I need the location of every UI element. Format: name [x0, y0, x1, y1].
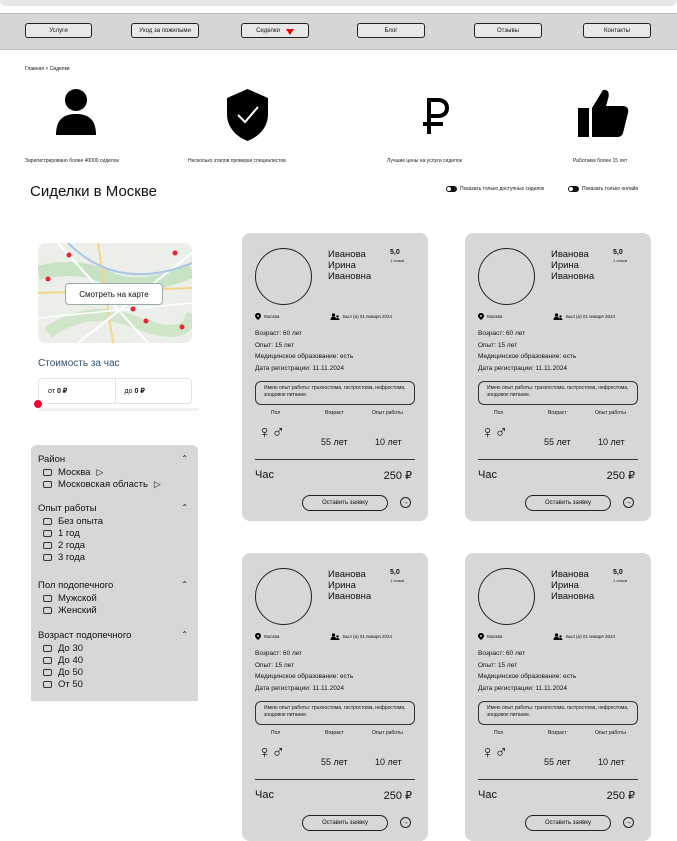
location-label: Москва — [264, 634, 280, 639]
hour-label: Час — [478, 469, 497, 481]
caregiver-name[interactable] — [551, 569, 594, 602]
price-from-value: 0 ₽ — [56, 388, 68, 395]
caregiver-name[interactable] — [551, 249, 594, 282]
caregiver-surname: Иванова — [551, 249, 589, 260]
info-education: Медицинское образование: есть — [478, 673, 577, 680]
filter-option-label: Мужской — [58, 592, 97, 604]
filter-ward-gender-title: Пол подопечного — [38, 580, 114, 591]
toggle-available-label: Показать только доступных сиделок — [460, 186, 545, 192]
checkbox[interactable] — [43, 518, 52, 525]
info-experience: Опыт: 15 лет — [478, 661, 518, 669]
price-to-label: до — [124, 387, 133, 395]
location-pin-icon — [255, 633, 261, 640]
caregiver-first-name: Ирина — [551, 260, 579, 271]
caregiver-name[interactable] — [328, 249, 371, 282]
last-seen — [553, 313, 615, 320]
caregiver-info — [478, 648, 576, 694]
filter-ward-age-header[interactable] — [38, 630, 188, 642]
location — [255, 313, 279, 320]
divider — [255, 779, 415, 780]
filter-district-header[interactable] — [38, 454, 188, 466]
filter-option[interactable] — [43, 654, 188, 666]
info-age: Возраст: 60 лет — [478, 650, 526, 657]
col-experience: Опыт работы — [372, 410, 403, 416]
info-education: Медицинское образование: есть — [255, 673, 354, 680]
location-label: Москва — [487, 314, 503, 319]
caregiver-surname: Иванова — [328, 569, 366, 580]
filter-option-label: 1 год — [58, 527, 80, 539]
shield-check-icon — [226, 88, 269, 142]
view-on-map-button[interactable]: Смотреть на карте — [65, 283, 163, 305]
ruble-icon — [422, 95, 452, 137]
filter-option-label: Москва — [58, 466, 91, 478]
filter-option-label: Московская область — [58, 478, 148, 490]
nav-caregivers[interactable] — [241, 23, 309, 38]
nav-contacts[interactable] — [583, 23, 651, 38]
info-experience: Опыт: 15 лет — [255, 341, 295, 349]
arrow-right-circle-icon[interactable]: → — [402, 819, 409, 826]
checkbox[interactable] — [43, 530, 52, 537]
filter-option-label: До 50 — [58, 666, 84, 678]
checkbox[interactable] — [43, 645, 52, 652]
filter-option[interactable] — [43, 678, 188, 690]
location — [478, 633, 502, 640]
slider-track[interactable] — [38, 408, 198, 411]
col-age: Возраст — [325, 730, 344, 736]
caregiver-card[interactable] — [242, 233, 428, 521]
checkbox[interactable] — [43, 554, 52, 561]
filter-option-label: До 40 — [58, 654, 84, 666]
info-registration: Дата регистрации: 11.11.2024 — [478, 364, 568, 372]
price-filter-title: Стоимость за час — [38, 358, 120, 369]
arrow-right-icon[interactable]: ▷ — [153, 478, 161, 489]
reviews-count[interactable]: 1 отзыв — [613, 258, 628, 263]
nav-reviews-label: Отзывы — [497, 27, 519, 34]
info-registration: Дата регистрации: 11.11.2024 — [255, 684, 345, 692]
reviews-count[interactable]: 1 отзыв — [613, 578, 628, 583]
location-pin-icon — [255, 313, 261, 320]
price-slider[interactable] — [34, 399, 198, 413]
filter-option[interactable] — [43, 515, 188, 527]
rating-value: 5,0 — [390, 569, 400, 576]
gender-icons: ♀♂ — [258, 422, 285, 442]
age-value: 55 лет — [544, 757, 571, 767]
location-pin-icon — [478, 633, 484, 640]
info-experience: Опыт: 15 лет — [255, 661, 295, 669]
toggle-available-only[interactable] — [446, 186, 544, 192]
avatar[interactable] — [478, 568, 535, 625]
col-age: Возраст — [548, 730, 567, 736]
caregiver-first-name: Ирина — [328, 260, 356, 271]
rating-value: 5,0 — [613, 249, 623, 256]
last-seen-label: Был (а) 01 января 2024 — [343, 634, 392, 639]
checkbox[interactable] — [43, 607, 52, 614]
info-education: Медицинское образование: есть — [478, 353, 577, 360]
feature-caption-checks: Несколько этапов проверки специалистов — [188, 158, 286, 164]
nav-services[interactable] — [25, 23, 92, 38]
top-nav — [0, 13, 677, 50]
avatar[interactable] — [478, 248, 535, 305]
filter-option[interactable] — [43, 592, 188, 604]
chevron-up-icon[interactable]: ⌃ — [181, 580, 188, 589]
caregiver-info — [478, 328, 576, 374]
feature-caption-prices: Лучшие цены на услуги сиделок — [387, 158, 462, 164]
last-seen — [330, 313, 392, 320]
checkbox[interactable] — [43, 657, 52, 664]
filter-experience-header[interactable] — [38, 503, 188, 515]
hour-label: Час — [255, 469, 274, 481]
nav-elderly-care[interactable] — [131, 23, 199, 38]
filter-option-label: Женский — [58, 604, 97, 616]
age-value: 55 лет — [321, 437, 348, 447]
breadcrumb[interactable]: Главная > Сиделки — [25, 66, 70, 72]
filter-ward-age — [38, 630, 188, 690]
filter-option-label: От 50 — [58, 678, 83, 690]
caregiver-card[interactable] — [465, 553, 651, 841]
nav-caregivers-label: Сиделки — [256, 27, 280, 34]
apply-button[interactable]: Оставить заявку — [525, 815, 611, 831]
location-label: Москва — [264, 314, 280, 319]
caregiver-patronymic: Ивановна — [551, 591, 595, 602]
last-seen — [330, 633, 392, 640]
arrow-right-circle-icon[interactable]: → — [402, 499, 409, 506]
col-experience: Опыт работы — [372, 730, 403, 736]
caregiver-name[interactable] — [328, 569, 371, 602]
apply-button[interactable]: Оставить заявку — [302, 495, 388, 511]
col-gender: Пол — [271, 410, 281, 416]
hour-price: 250 ₽ — [383, 470, 412, 482]
toggle-online-only[interactable] — [568, 186, 638, 192]
col-age: Возраст — [548, 410, 567, 416]
filter-option[interactable] — [43, 666, 188, 678]
nav-reviews[interactable] — [474, 23, 542, 38]
col-gender: Пол — [494, 730, 504, 736]
hour-label: Час — [478, 789, 497, 801]
person-icon — [54, 88, 98, 136]
filter-option[interactable] — [43, 466, 188, 478]
info-age: Возраст: 60 лет — [478, 330, 526, 337]
filter-option[interactable] — [43, 551, 188, 563]
location — [478, 313, 502, 320]
filter-ward-age-title: Возраст подопечного — [38, 630, 132, 641]
experience-value: 10 лет — [598, 437, 625, 447]
toggle-switch[interactable] — [568, 186, 579, 192]
last-seen-label: Был (а) 01 января 2024 — [343, 314, 392, 319]
info-registration: Дата регистрации: 11.11.2024 — [255, 364, 345, 372]
location-pin-icon — [478, 313, 484, 320]
info-age: Возраст: 60 лет — [255, 330, 303, 337]
hour-price: 250 ₽ — [606, 470, 635, 482]
nav-contacts-label: Контакты — [604, 27, 630, 34]
info-experience: Опыт: 15 лет — [478, 341, 518, 349]
filter-option-label: 3 года — [58, 551, 86, 563]
gender-icons: ♀♂ — [258, 742, 285, 762]
experience-value: 10 лет — [598, 757, 625, 767]
caregiver-card[interactable] — [465, 233, 651, 521]
chevron-up-icon[interactable]: ⌃ — [181, 630, 188, 639]
hour-price: 250 ₽ — [383, 790, 412, 802]
experience-note: Имею опыт работы: трахеостома, гастростома, нефростома, зондовое питание. — [255, 381, 415, 405]
info-age: Возраст: 60 лет — [255, 650, 303, 657]
avatar[interactable] — [255, 568, 312, 625]
checkbox[interactable] — [43, 469, 52, 476]
chevron-up-icon[interactable]: ⌃ — [181, 454, 188, 463]
checkbox[interactable] — [43, 681, 52, 688]
gender-icons: ♀♂ — [481, 742, 508, 762]
arrow-right-icon[interactable]: ▷ — [96, 466, 104, 477]
last-seen-label: Был (а) 01 января 2024 — [566, 314, 615, 319]
dropdown-arrow-icon — [286, 29, 294, 35]
last-seen — [553, 633, 615, 640]
page-title: Сиделки в Москве — [30, 183, 158, 200]
top-strip — [0, 0, 677, 13]
caregiver-info — [255, 328, 353, 374]
filter-district — [38, 454, 188, 490]
caregiver-first-name: Ирина — [551, 580, 579, 591]
location-label: Москва — [487, 634, 503, 639]
col-experience: Опыт работы — [595, 410, 626, 416]
filters-panel — [31, 445, 198, 701]
filter-ward-gender — [38, 580, 188, 616]
filter-option-label: 2 года — [58, 539, 86, 551]
users-icon — [553, 633, 563, 640]
rating-value: 5,0 — [613, 569, 623, 576]
divider — [478, 779, 638, 780]
experience-value: 10 лет — [375, 757, 402, 767]
checkbox[interactable] — [43, 669, 52, 676]
filter-option-label: До 30 — [58, 642, 84, 654]
filter-option[interactable] — [43, 604, 188, 616]
nav-blog[interactable] — [357, 23, 425, 38]
arrow-right-circle-icon[interactable]: → — [625, 499, 632, 506]
experience-note: Имею опыт работы: трахеостома, гастростома, нефростома, зондовое питание. — [478, 701, 638, 725]
last-seen-label: Был (а) 01 января 2024 — [566, 634, 615, 639]
feature-caption-years: Работаем более 15 лет — [573, 158, 628, 164]
thumbs-up-icon — [577, 88, 629, 138]
nav-elderly-care-label: Уход за пожилыми — [139, 27, 191, 34]
filter-option-label: Без опыта — [58, 515, 104, 527]
caregiver-patronymic: Ивановна — [551, 271, 595, 282]
toggle-online-label: Показать только онлайн — [582, 186, 639, 192]
map-preview[interactable] — [38, 243, 192, 343]
filter-option[interactable] — [43, 478, 188, 490]
chevron-up-icon[interactable]: ⌃ — [181, 503, 188, 512]
info-registration: Дата регистрации: 11.11.2024 — [478, 684, 568, 692]
filter-district-title: Район — [38, 454, 66, 465]
experience-value: 10 лет — [375, 437, 402, 447]
divider — [478, 459, 638, 460]
price-to-value: 0 ₽ — [134, 388, 145, 395]
caregiver-patronymic: Ивановна — [328, 591, 372, 602]
col-age: Возраст — [325, 410, 344, 416]
apply-button[interactable]: Оставить заявку — [525, 495, 611, 511]
col-gender: Пол — [494, 410, 504, 416]
col-gender: Пол — [271, 730, 281, 736]
caregiver-info — [255, 648, 353, 694]
users-icon — [553, 313, 563, 320]
reviews-count[interactable]: 1 отзыв — [390, 578, 405, 583]
users-icon — [330, 313, 340, 320]
users-icon — [330, 633, 340, 640]
feature-caption-registered: Зарегистрировано более 40000 сиделок — [25, 158, 119, 164]
caregiver-card[interactable] — [242, 553, 428, 841]
toggle-switch[interactable] — [446, 186, 457, 192]
slider-handle[interactable] — [34, 400, 42, 408]
caregiver-surname: Иванова — [551, 569, 589, 580]
rating-value: 5,0 — [390, 249, 400, 256]
reviews-count[interactable]: 1 отзыв — [390, 258, 405, 263]
gender-icons: ♀♂ — [481, 422, 508, 442]
col-experience: Опыт работы — [595, 730, 626, 736]
age-value: 55 лет — [321, 757, 348, 767]
filter-experience — [38, 503, 188, 563]
nav-blog-label: Блог — [384, 27, 398, 34]
hour-label: Час — [255, 789, 274, 801]
apply-button[interactable]: Оставить заявку — [302, 815, 388, 831]
location — [255, 633, 279, 640]
filter-option[interactable] — [43, 539, 188, 551]
filter-option[interactable] — [43, 642, 188, 654]
filter-experience-title: Опыт работы — [38, 503, 97, 514]
filter-option[interactable] — [43, 527, 188, 539]
checkbox[interactable] — [43, 595, 52, 602]
checkbox[interactable] — [43, 542, 52, 549]
nav-services-label: Услуги — [49, 27, 68, 34]
divider — [255, 459, 415, 460]
caregiver-patronymic: Ивановна — [328, 271, 372, 282]
checkbox[interactable] — [43, 481, 52, 488]
experience-note: Имею опыт работы: трахеостома, гастростома, нефростома, зондовое питание. — [478, 381, 638, 405]
caregiver-first-name: Ирина — [328, 580, 356, 591]
hour-price: 250 ₽ — [606, 790, 635, 802]
age-value: 55 лет — [544, 437, 571, 447]
filter-ward-gender-header[interactable] — [38, 580, 188, 592]
arrow-right-circle-icon[interactable]: → — [625, 819, 632, 826]
price-from-label: от — [48, 387, 55, 395]
caregiver-surname: Иванова — [328, 249, 366, 260]
avatar[interactable] — [255, 248, 312, 305]
info-education: Медицинское образование: есть — [255, 353, 354, 360]
experience-note: Имею опыт работы: трахеостома, гастростома, нефростома, зондовое питание. — [255, 701, 415, 725]
